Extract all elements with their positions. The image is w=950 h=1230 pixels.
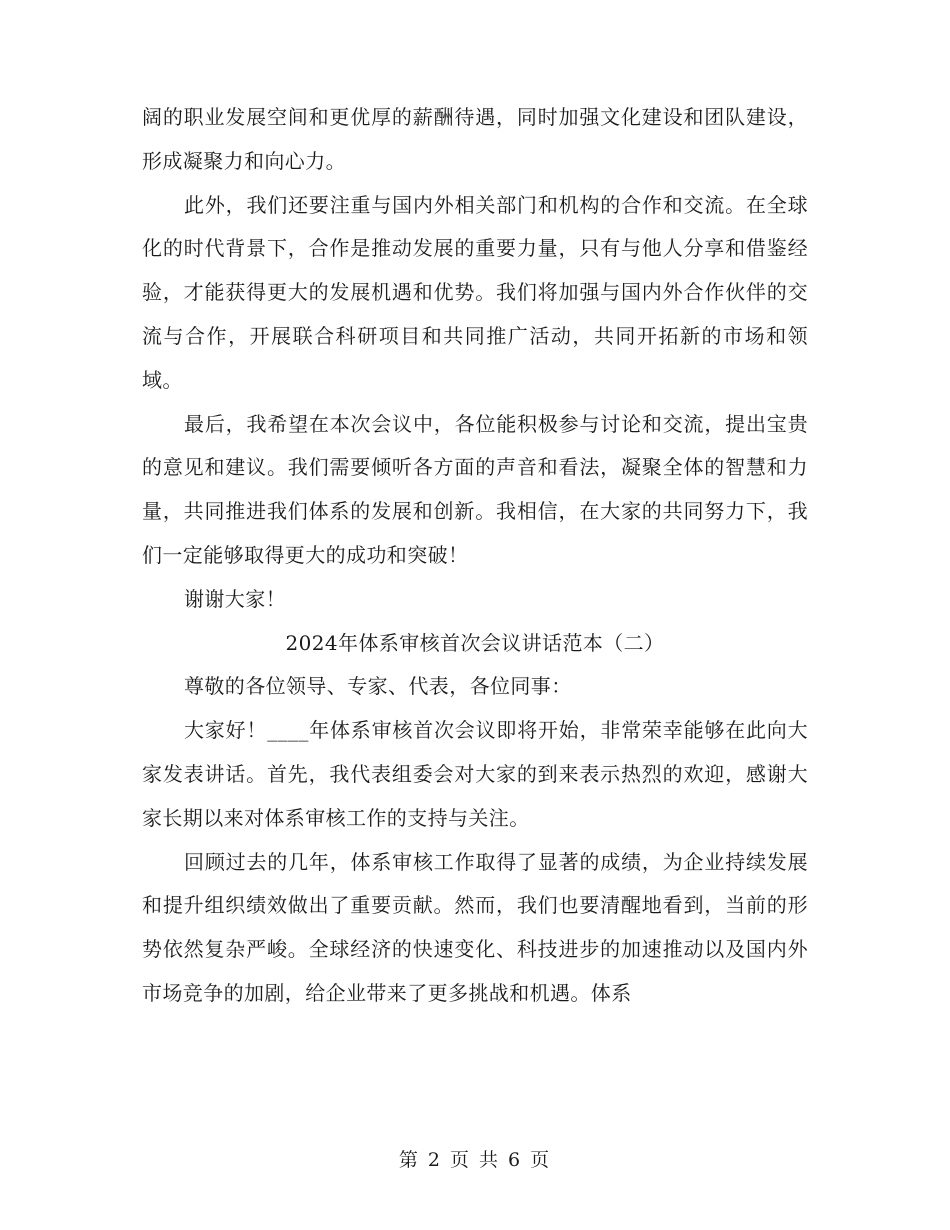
paragraph-2: 此外，我们还要注重与国内外相关部门和机构的合作和交流。在全球化的时代背景下，合作是推动发展的重要力量，只有与他人分享和借鉴经验，才能获得更大的发展机遇和优势。我们将加强与国内外合作伙伴的交流与合作，开展联合科研项目和共同推广活动，共同开拓新的市场和领域。	[142, 192, 808, 392]
section-title: 2024年体系审核首次会议讲话范本（二）	[285, 630, 665, 655]
paragraph-3: 最后，我希望在本次会议中，各位能积极参与讨论和交流，提出宝贵的意见和建议。我们需要倾听各方面的声音和看法，凝聚全体的智慧和力量，共同推进我们体系的发展和创新。我相信，在大家的共同努力下，我们一定能够取得更大的成功和突破！	[142, 411, 808, 567]
paragraph-1: 阔的职业发展空间和更优厚的薪酬待遇，同时加强文化建设和团队建设，形成凝聚力和向心力。	[142, 105, 808, 173]
paragraph-6: 回顾过去的几年，体系审核工作取得了显著的成绩，为企业持续发展和提升组织绩效做出了重要贡献。然而，我们也要清醒地看到，当前的形势依然复杂严峻。全球经济的快速变化、科技进步的加速推动以及国内外市场竞争的加剧，给企业带来了更多挑战和机遇。体系	[142, 849, 808, 1005]
paragraph-4: 谢谢大家！	[184, 586, 286, 611]
paragraph-5: 大家好！____年体系审核首次会议即将开始，非常荣幸能够在此向大家发表讲话。首先，我代表组委会对大家的到来表示热烈的欢迎，感谢大家长期以来对体系审核工作的支持与关注。	[142, 718, 808, 830]
salutation: 尊敬的各位领导、专家、代表，各位同事：	[184, 674, 572, 699]
page-number-footer: 第 2 页 共 6 页	[398, 1149, 552, 1171]
document-body	[142, 96, 808, 1016]
